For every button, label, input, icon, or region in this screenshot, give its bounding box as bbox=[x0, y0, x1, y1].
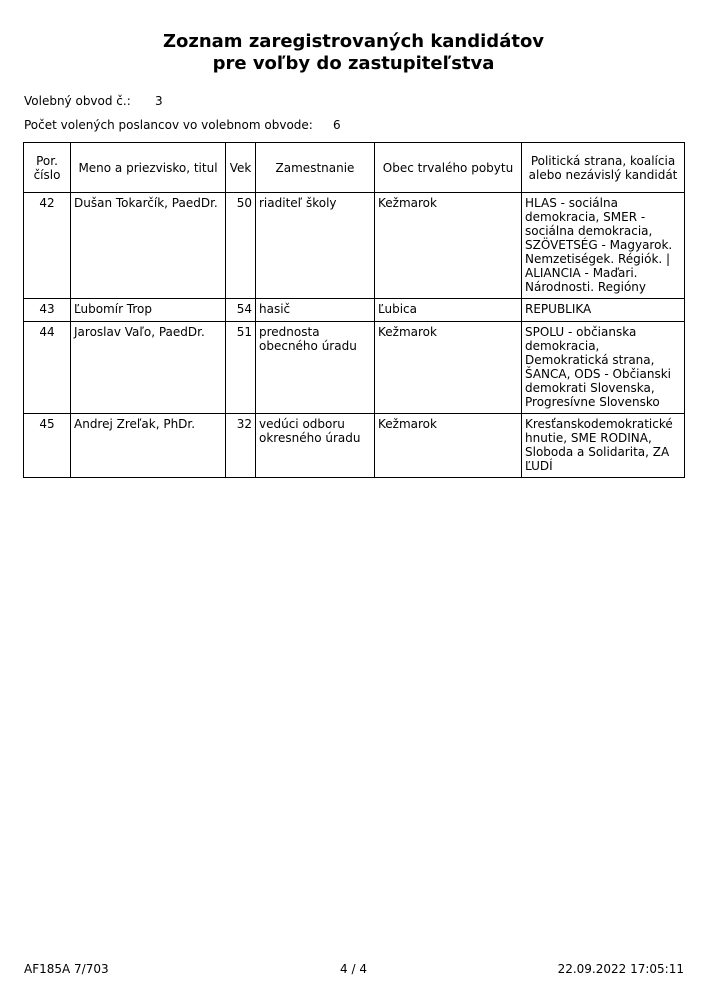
table-row bbox=[24, 299, 685, 322]
seats-label: Počet volených poslancov vo volebnom obvode: bbox=[24, 118, 313, 132]
candidate-job: riaditeľ školy bbox=[256, 193, 375, 299]
seats-value: 6 bbox=[333, 118, 341, 132]
district-info bbox=[24, 94, 163, 108]
candidate-age: 54 bbox=[226, 299, 256, 322]
title-line-2: pre voľby do zastupiteľstva bbox=[212, 53, 495, 74]
candidate-name: Ľubomír Trop bbox=[71, 299, 226, 322]
candidate-age: 32 bbox=[226, 414, 256, 478]
candidate-job: vedúci odboru okresného úradu bbox=[256, 414, 375, 478]
candidate-number: 45 bbox=[24, 414, 71, 478]
table-row bbox=[24, 322, 685, 414]
table-header-row bbox=[24, 143, 685, 193]
seats-info bbox=[24, 118, 341, 132]
candidate-town: Kežmarok bbox=[375, 322, 522, 414]
district-value: 3 bbox=[155, 94, 163, 108]
header-party-line2: alebo nezávislý kandidát bbox=[528, 167, 678, 182]
header-number-line2: číslo bbox=[33, 167, 61, 182]
candidate-party: SPOLU - občianska demokracia, Demokratická strana, ŠANCA, ODS - Občianski demokrati Slovenska, Progresívne Slovensko bbox=[522, 322, 685, 414]
footer-datetime: 22.09.2022 17:05:11 bbox=[557, 962, 684, 976]
title-line-1: Zoznam zaregistrovaných kandidátov bbox=[162, 31, 545, 52]
candidate-age: 51 bbox=[226, 322, 256, 414]
header-job: Zamestnanie bbox=[256, 143, 375, 193]
footer-code: AF185A 7/703 bbox=[24, 962, 109, 976]
header-name: Meno a priezvisko, titul bbox=[71, 143, 226, 193]
table-row bbox=[24, 414, 685, 478]
header-town: Obec trvalého pobytu bbox=[375, 143, 522, 193]
candidate-town: Kežmarok bbox=[375, 193, 522, 299]
header-party bbox=[522, 143, 685, 193]
candidate-party: HLAS - sociálna demokracia, SMER - sociálna demokracia, SZÖVETSÉG - Magyarok. Nemzetiségek. Régiók. | ALIANCIA - Maďari. Národnosti. Regióny bbox=[522, 193, 685, 299]
candidate-town: Kežmarok bbox=[375, 414, 522, 478]
header-party-line1: Politická strana, koalícia bbox=[530, 153, 676, 168]
candidate-name: Jaroslav Vaľo, PaedDr. bbox=[71, 322, 226, 414]
candidate-party: REPUBLIKA bbox=[522, 299, 685, 322]
candidates-table bbox=[23, 142, 685, 478]
candidate-party: Kresťanskodemokratické hnutie, SME RODINA, Sloboda a Solidarita, ZA ĽUDÍ bbox=[522, 414, 685, 478]
candidate-number: 44 bbox=[24, 322, 71, 414]
candidate-age: 50 bbox=[226, 193, 256, 299]
candidate-name: Andrej Zreľak, PhDr. bbox=[71, 414, 226, 478]
header-age: Vek bbox=[226, 143, 256, 193]
document-title bbox=[0, 31, 707, 75]
candidate-name: Dušan Tokarčík, PaedDr. bbox=[71, 193, 226, 299]
candidate-number: 42 bbox=[24, 193, 71, 299]
footer-page-number: 4 / 4 bbox=[340, 962, 367, 976]
candidate-town: Ľubica bbox=[375, 299, 522, 322]
district-label: Volebný obvod č.: bbox=[24, 94, 131, 108]
header-number-line1: Por. bbox=[36, 153, 58, 168]
candidate-number: 43 bbox=[24, 299, 71, 322]
table-row bbox=[24, 193, 685, 299]
candidate-job: prednosta obecného úradu bbox=[256, 322, 375, 414]
header-number bbox=[24, 143, 71, 193]
candidate-job: hasič bbox=[256, 299, 375, 322]
